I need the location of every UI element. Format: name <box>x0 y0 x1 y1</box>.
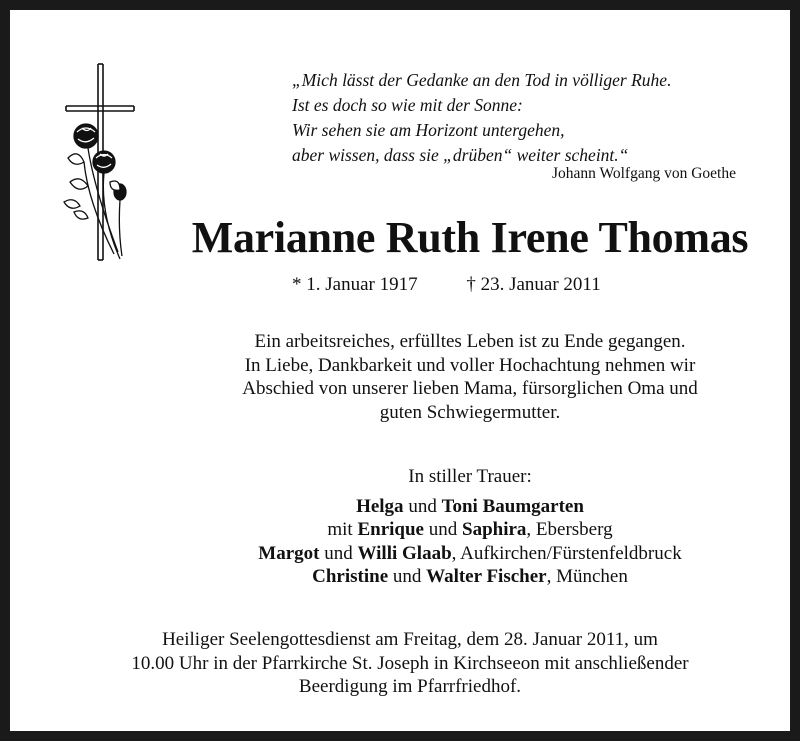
goethe-quote <box>292 68 762 168</box>
conjunction: und <box>388 566 427 587</box>
mourner-line <box>170 495 770 519</box>
service-details <box>50 628 770 699</box>
mourner-name: Willi Glaab <box>357 542 452 564</box>
service-line: 10.00 Uhr in der Pfarrkirche St. Joseph in Kirchseeon mit anschließender <box>131 652 689 674</box>
tribute-line: In Liebe, Dankbarkeit und voller Hochachtung nehmen wir <box>244 354 696 376</box>
conjunction: und <box>424 519 462 540</box>
mourners-list <box>170 465 770 589</box>
tribute-line: Abschied von unserer lieben Mama, fürsorglichen Oma und <box>242 378 698 399</box>
mourner-line <box>170 542 770 566</box>
mourner-name: Enrique <box>357 519 424 540</box>
service-line: Beerdigung im Pfarrfriedhof. <box>298 676 522 697</box>
quote-line: aber wissen, dass sie „drüben“ weiter scheint.“ <box>292 145 629 165</box>
mourner-name: Helga <box>356 495 404 517</box>
death-date: † 23. Januar 2011 <box>466 274 601 295</box>
mourner-line <box>170 518 770 542</box>
prefix: mit <box>327 519 358 540</box>
deceased-name: Marianne Ruth Irene Thomas <box>191 213 749 262</box>
mourner-name: Saphira <box>462 519 527 540</box>
mourner-name: Christine <box>312 566 389 587</box>
conjunction: und <box>319 542 358 564</box>
cross-with-roses-icon <box>60 62 140 267</box>
quote-line: Ist es doch so wie mit der Sonne: <box>292 95 523 115</box>
quote-line: Wir sehen sie am Horizont untergehen, <box>292 120 565 140</box>
conjunction: und <box>403 495 442 517</box>
quote-line: „Mich lässt der Gedanke an den Tod in völliger Ruhe. <box>292 70 672 90</box>
tribute-line: guten Schwiegermutter. <box>379 401 561 423</box>
tribute-text <box>170 330 770 424</box>
life-dates <box>292 274 601 296</box>
quote-author: Johann Wolfgang von Goethe <box>551 165 736 182</box>
tribute-line: Ein arbeitsreiches, erfülltes Leben ist zu Ende gegangen. <box>254 331 686 352</box>
mourner-name: Margot <box>258 542 320 564</box>
mourner-location: , München <box>546 566 628 587</box>
birth-date: * 1. Januar 1917 <box>292 274 418 295</box>
mourner-location: , Aufkirchen/Fürstenfeldbruck <box>451 542 682 564</box>
mourner-line <box>170 565 770 589</box>
mourner-location: , Ebersberg <box>526 519 613 540</box>
mourner-name: Walter Fischer <box>426 566 547 587</box>
mourner-name: Toni Baumgarten <box>441 495 584 517</box>
service-line: Heiliger Seelengottesdienst am Freitag, dem 28. Januar 2011, um <box>162 629 658 650</box>
mourners-heading: In stiller Trauer: <box>408 466 532 487</box>
